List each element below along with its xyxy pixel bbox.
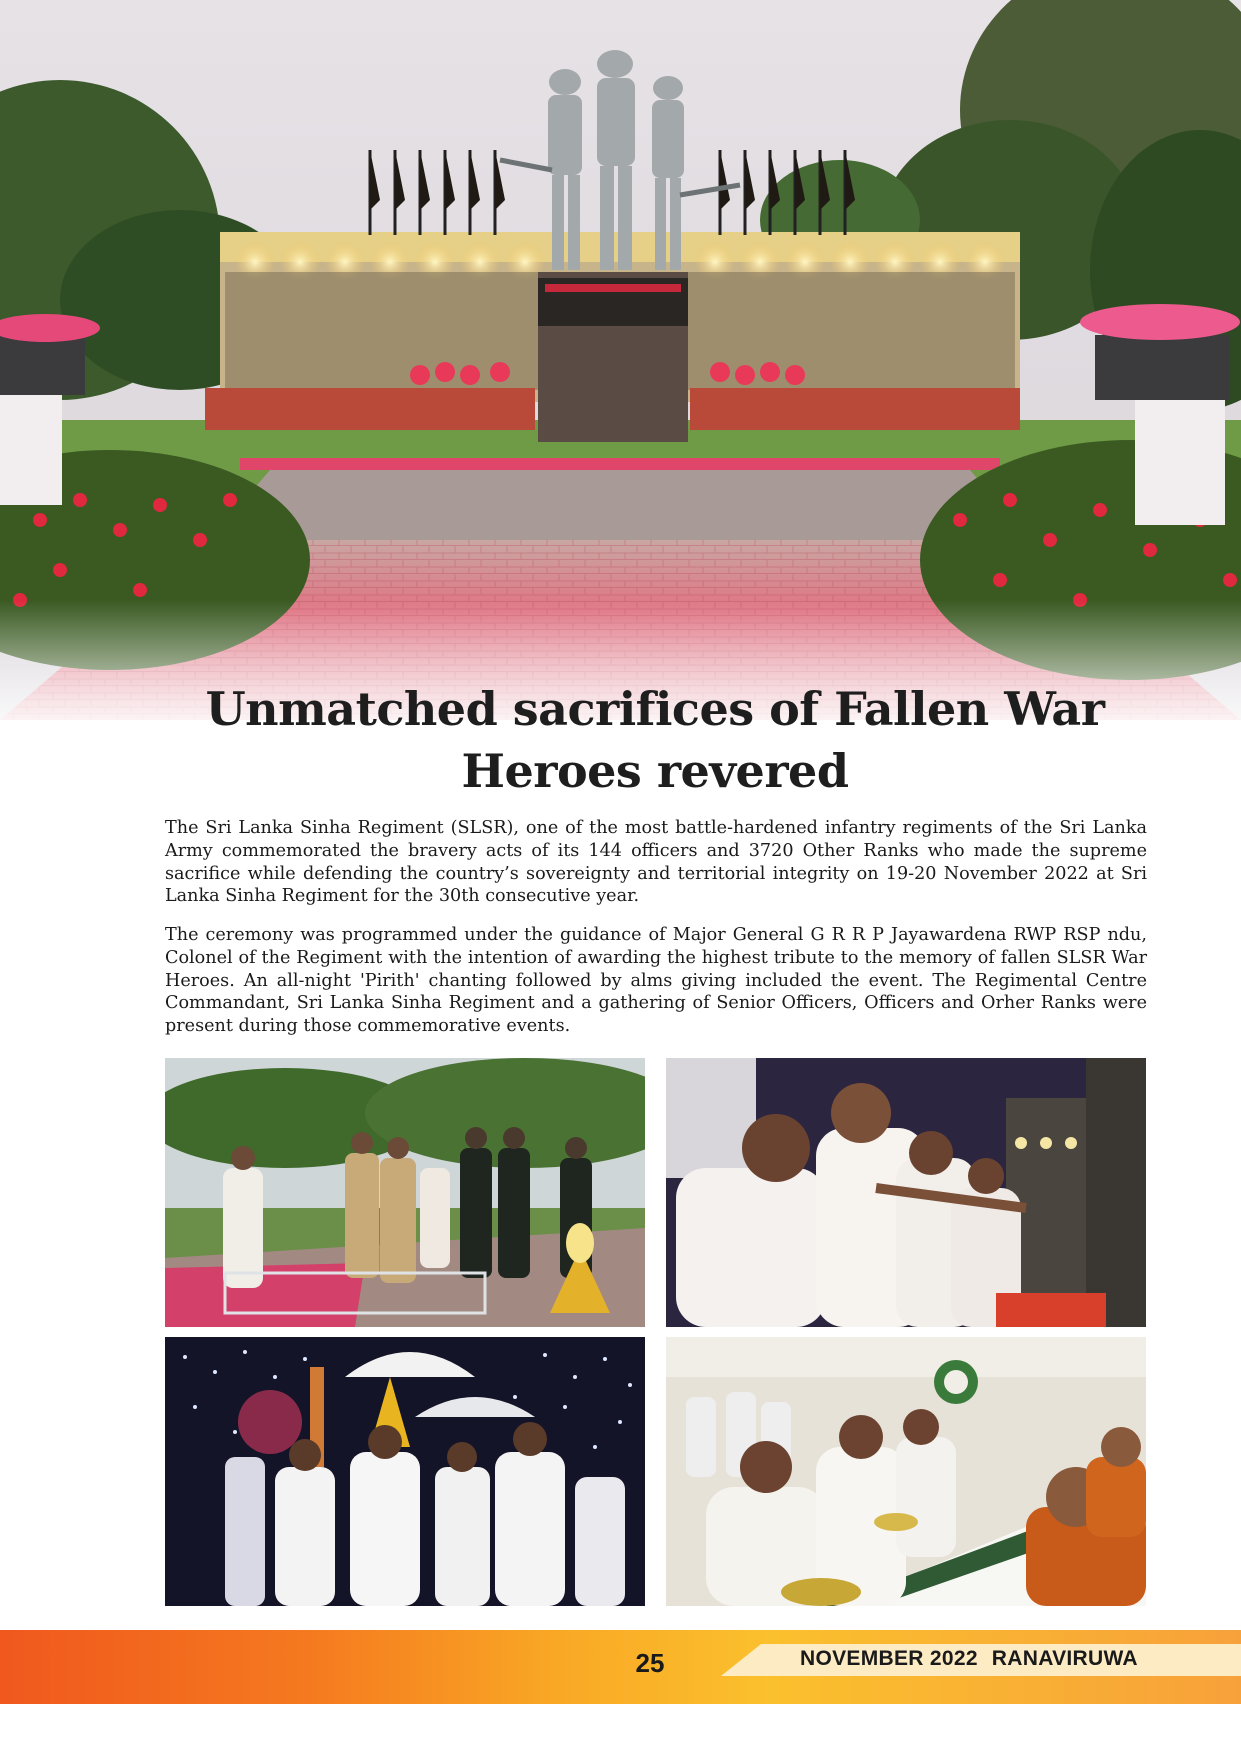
photo-officers-saluting bbox=[165, 1058, 645, 1327]
article-paragraph-2: The ceremony was programmed under the guidance of Major General G R R P Jayawardena RWP RSP ndu, Colonel of the Regiment with the intention of awarding the highest tribute to the memory of fallen SLSR War Heroes. An all-night 'Pirith' chanting followed by alms giving included the event. The Regimental Centre Commandant, Sri Lanka Sinha Regiment and a gathering of Senior Officers, Officers and Orher Ranks were present during those commemorative events. bbox=[165, 925, 1147, 1037]
issue-label bbox=[800, 1647, 1138, 1671]
article-title: Unmatched sacrifices of Fallen War Heroes revered bbox=[205, 682, 1105, 798]
hero-photo-illustration bbox=[0, 0, 1241, 740]
photo-night-pirith-procession bbox=[165, 1337, 645, 1606]
page-number: 25 bbox=[635, 1648, 665, 1678]
photo-relatives-at-memorial-wall bbox=[666, 1058, 1146, 1327]
hero-photo-war-memorial bbox=[0, 0, 1241, 740]
issue-date: NOVEMBER 2022 bbox=[800, 1647, 978, 1670]
page-footer bbox=[0, 1630, 1241, 1704]
magazine-name: RANAVIRUWA bbox=[991, 1647, 1138, 1670]
photo-alms-giving bbox=[666, 1337, 1146, 1606]
article-paragraph-1: The Sri Lanka Sinha Regiment (SLSR), one of the most battle-hardened infantry regiments of the Sri Lanka Army commemorated the bravery acts of its 144 officers and 3720 Other Ranks who made the supreme sacrifice while defending the country’s sovereignty and territorial integrity on 19-20 November 2022 at Sri Lanka Sinha Regiment for the 30th consecutive year. bbox=[165, 818, 1147, 907]
